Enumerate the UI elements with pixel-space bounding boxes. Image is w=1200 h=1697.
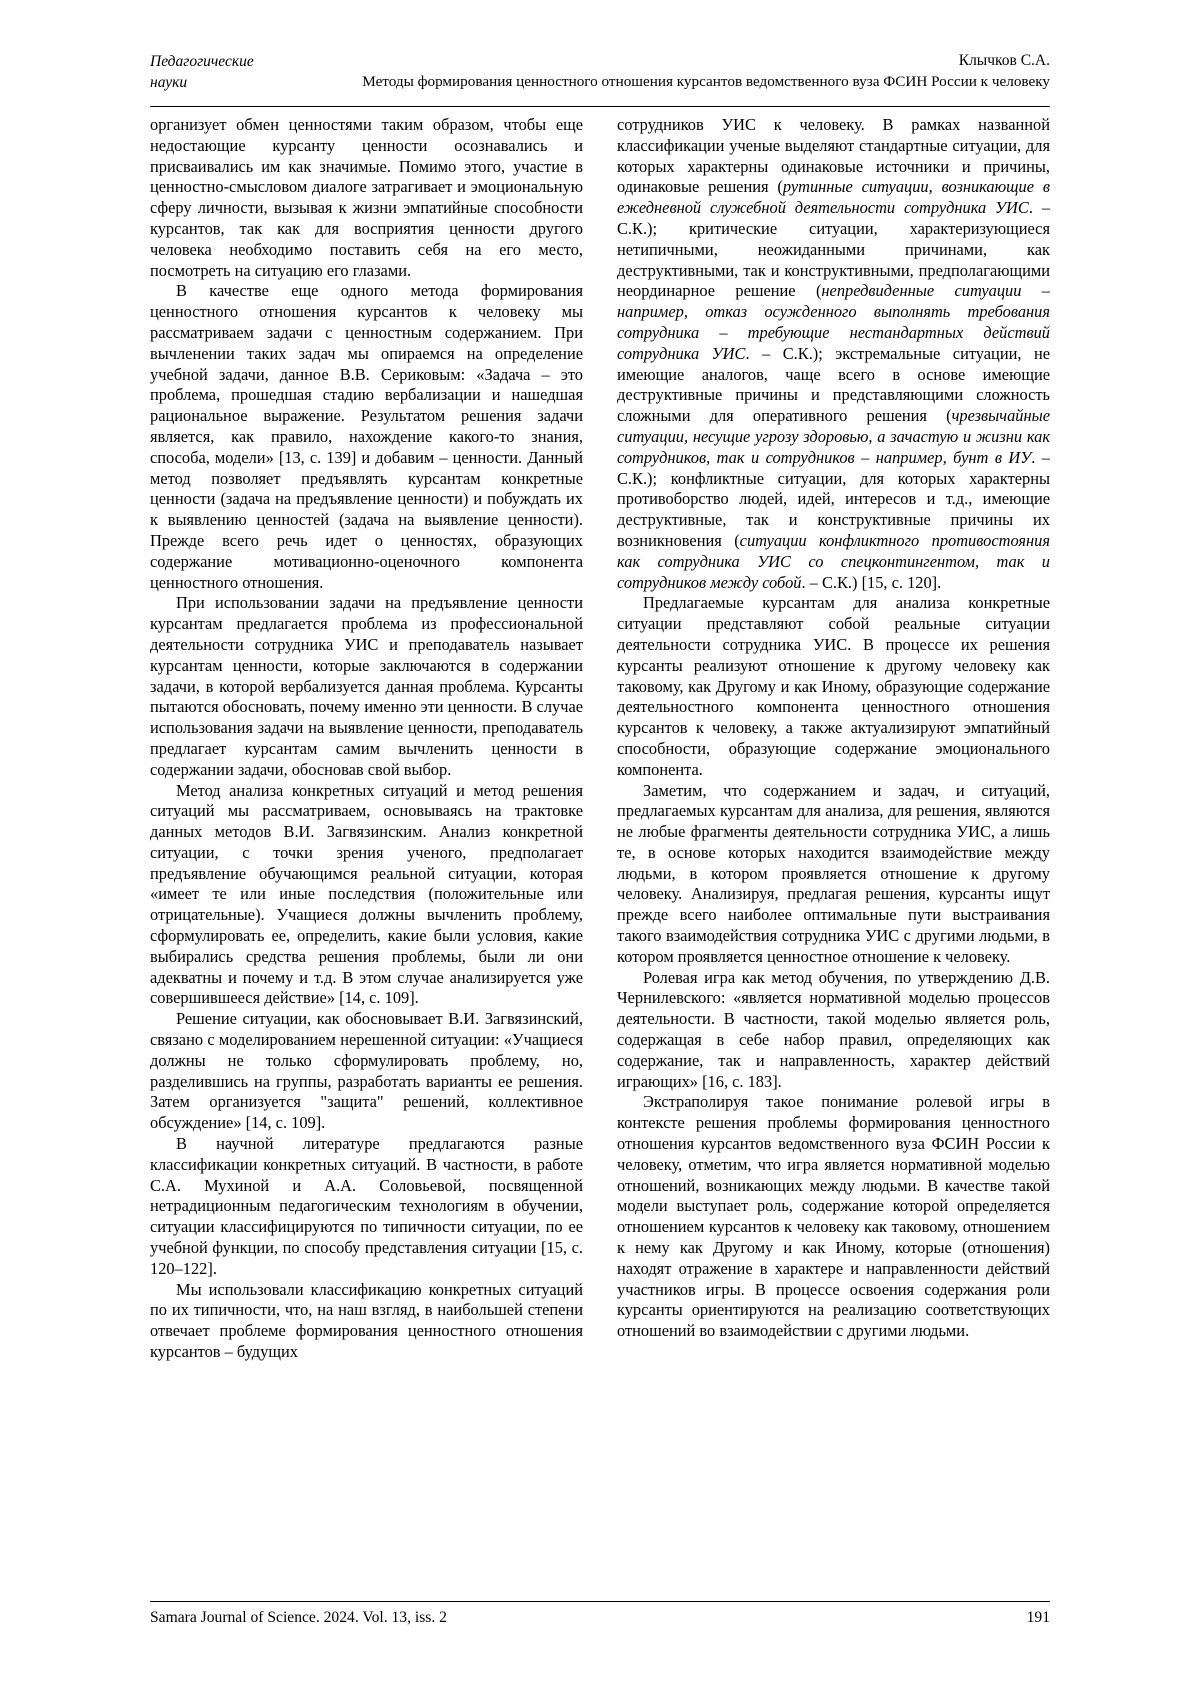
article-body — [150, 115, 1050, 1595]
paragraph-text: . – С.К.); критические ситуации, характеризующиеся нетипичными, неожиданными причинами, как деструктивными, так и конструктивными, предполагающими неординарное решение ( — [617, 198, 1051, 301]
paragraph-emphasis: непредвиденные ситуации – например, отказ осужденного выполнять требования сотрудника – требующие нестандартных действий сотрудника УИС — [617, 281, 1050, 363]
paragraph: Решение ситуации, как обосновывает В.И. Загвязинский, связано с моделированием нерешенной ситуации: «Учащиеся должны не только сформулировать проблему, но, разделившись на группы, разработать варианты ее решения. Затем организуется "защита" решений, коллективное обсуждение» [14, с. 109]. — [150, 1009, 583, 1133]
journal-citation: Samara Journal of Science. 2024. Vol. 13, iss. 2 — [150, 1609, 447, 1626]
paragraph — [617, 593, 1050, 780]
paragraph-text: Экстраполируя такое понимание ролевой игры в контексте решения проблемы формирования ценностного отношения курсантов ведомственного вуза ФСИН России к человеку, отметим, что игра является нормативной моделью отношений, возникающих между людьми. В качестве такой модели выступает роль, содержание которой определяется отношением курсантов к человеку как таковому, отношением к нему как Другому и как Иному, которые (отношения) находят отражение в характере и направленности действий участников игры. В процессе освоения содержания роли курсанты ориентируются на реализацию соответствующих отношений во взаимодействии с другими людьми. — [617, 1092, 1050, 1341]
paragraph: В научной литературе предлагаются разные классификации конкретных ситуаций. В частности, в работе С.А. Мухиной и А.А. Соловьевой, посвященной нетрадиционным педагогическим технологиям в обучении, ситуации классифицируются по типичности ситуации, по ее учебной функции, по способу представления ситуации [15, с. 120–122]. — [150, 1134, 583, 1278]
paragraph: В качестве еще одного метода формирования ценностного отношения курсантов к человеку мы рассматриваем задачи с ценностным содержанием. При вычленении таких задач мы опираемся на определение учебной задачи, данное В.В. Сериковым: «Задача – это проблема, прошедшая стадию вербализации и нашедшая рациональное выражение. Результатом решения задачи является, как правило, нахождение какого-то знания, способа, модели» [13, с. 139] и добавим – ценности. Данный метод позволяет предъявлять курсантам конкретные ценности (задача на предъявление ценности) и побуждать их к выявлению ценностей (задача на выявление ценности). Прежде всего речь идет о ценностях, образующих содержание мотивационно-оценочного компонента ценностного отношения. — [150, 281, 583, 592]
column-right — [617, 115, 1050, 1595]
paragraph: Мы использовали классификацию конкретных ситуаций по их типичности, что, на наш взгляд, в наибольшей степени отвечает проблеме формирования ценностного отношения курсантов – будущих — [150, 1279, 583, 1362]
column-left — [150, 115, 583, 1595]
page-footer — [150, 1609, 1050, 1631]
paragraph — [617, 968, 1050, 1093]
page-number: 191 — [1026, 1609, 1050, 1626]
paragraph-text: сотрудников УИС к человеку. В рамках названной классификации ученые выделяют стандартные ситуации, для которых характерны одинаковые источники и причины, одинаковые решения ( — [617, 115, 1050, 197]
running-head-article-title: Методы формирования ценностного отношения курсантов ведомственного вуза ФСИН России к человеку — [362, 73, 1050, 90]
paragraph — [617, 781, 1050, 968]
paragraph — [617, 1092, 1050, 1342]
paragraph-emphasis: ситуации конфликтного противостояния как сотрудника УИС со спецконтингентом, так и сотрудников между собой — [617, 530, 1051, 592]
paragraph-text: . – С.К.); конфликтные ситуации, для которых характерны противоборство людей, идей, интересов и т.д., имеющие деструктивные, так и конструктивные причины их возникновения ( — [617, 447, 1050, 550]
header-divider — [150, 106, 1050, 107]
running-head-section-line1: Педагогические — [150, 53, 254, 70]
paragraph-text: . – С.К.); экстремальные ситуации, не имеющие аналогов, чаще всего в основе имеющие деструктивные причины и представляющими сложность сложными для оперативного решения ( — [617, 343, 1050, 426]
paragraph-text: Ролевая игра как метод обучения, по утверждению Д.В. Чернилевского: «является нормативной моделью процессов деятельности. В частности, такой моделью является роль, содержащая в себе набор правил, определяющих как содержание, так и направленность, характер действий играющих» [16, с. 183]. — [617, 967, 1050, 1091]
running-head — [150, 52, 1050, 104]
paragraph: При использовании задачи на предъявление ценности курсантам предлагается проблема из профессиональной деятельности сотрудника УИС и преподаватель называет курсантам ценности, которые заключаются в содержании задачи, в которой вербализуется данная проблема. Курсанты пытаются обосновать, почему именно эти ценности. В случае использования задачи на выявление ценности, преподаватель предлагает курсантам самим вычленить ценности в содержании задачи, обосновав свой выбор. — [150, 593, 583, 779]
paragraph: Метод анализа конкретных ситуаций и метод решения ситуаций мы рассматриваем, основываясь на трактовке данных методов В.И. Загвязинским. Анализ конкретной ситуации, с точки зрения ученого, предполагает предъявление обучающимся реальной ситуации, которая «имеет те или иные последствия (положительные или отрицательные). Учащиеся должны вычленить проблему, сформулировать ее, определить, какие были условия, какие выбирались средства решения проблемы, были ли они адекватны и почему и т.д. В этом случае анализируется уже совершившееся действие» [14, с. 109]. — [150, 780, 583, 1008]
paragraph-emphasis: рутинные ситуации, возникающие в ежедневной служебной деятельности сотрудника УИС — [617, 177, 1050, 218]
footer-divider — [150, 1601, 1050, 1602]
paragraph-text: Предлагаемые курсантам для анализа конкретные ситуации представляют собой реальные ситуации деятельности сотрудника УИС. В процессе их решения курсанты реализуют отношение к другому человеку как таковому, как Другому и как Иному, образующие содержание деятельностного компонента ценностного отношения курсантов к человеку, а также актуализируют эмпатийный способности, образующие содержание эмоционального компонента. — [617, 593, 1050, 779]
running-head-section — [150, 52, 350, 94]
running-head-author: Клычков С.А. — [958, 52, 1050, 69]
paragraph-text: Заметим, что содержанием и задач, и ситуаций, предлагаемых курсантам для анализа, для решения, являются не любые фрагменты деятельности сотрудника УИС, а лишь те, в основе которых находится взаимодействие между людьми, в котором проявляется отношение к другому человеку. Анализируя, предлагая решения, курсанты ищут прежде всего наиболее оптимальные пути выстраивания такого взаимодействия сотрудника УИС с другими людьми, в котором проявляется ценностное отношение к человеку. — [617, 780, 1050, 966]
paragraph-emphasis: чрезвычайные ситуации, несущие угрозу здоровью, а зачастую и жизни как сотрудников, так и сотрудников – например, бунт в ИУ — [617, 406, 1050, 467]
paragraph: организует обмен ценностями таким образом, чтобы еще недостающие курсанту ценности осознавались и присваивались им как значимые. Помимо этого, участие в ценностно-смысловом диалоге затрагивает и эмоциональную сферу личности, вызывая к жизни эмпатийные способности курсантов, так как для восприятия ценности другого человека необходимо поставить себя на его место, посмотреть на ситуацию его глазами. — [150, 115, 583, 280]
running-head-section-line2: науки — [150, 73, 188, 91]
paragraph — [617, 115, 1050, 593]
paragraph-text: . – С.К.) [15, с. 120]. — [801, 572, 942, 592]
